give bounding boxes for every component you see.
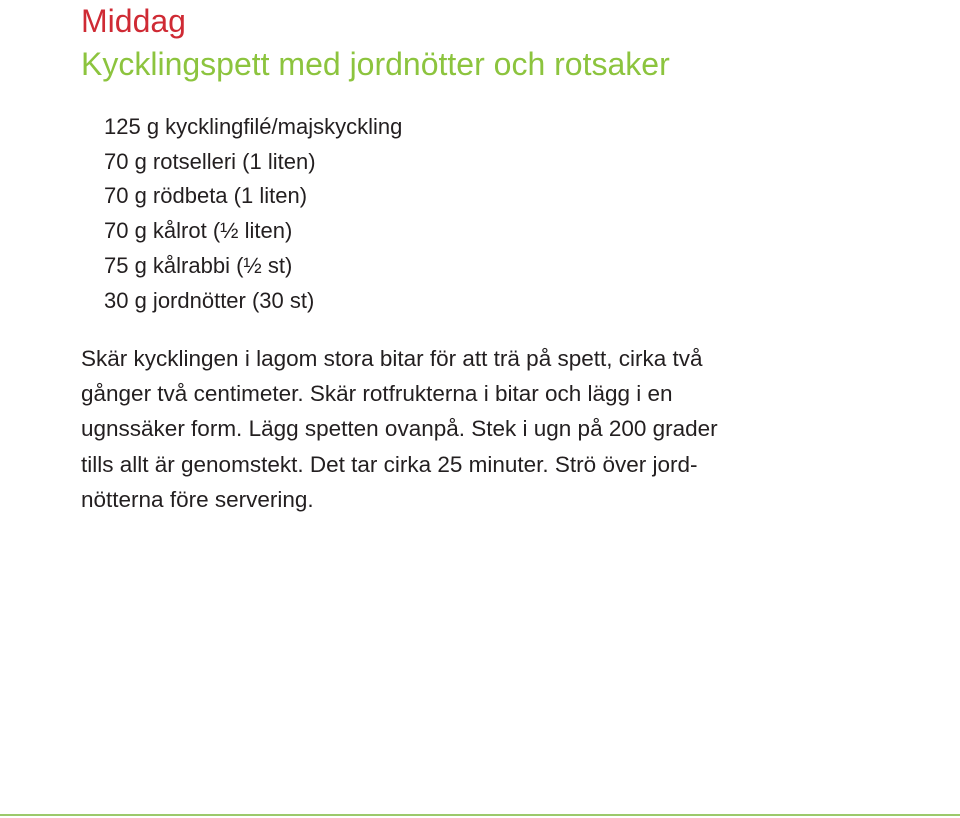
ingredient-item: 70 g kålrot (½ liten) (104, 218, 293, 244)
ingredient-item: 125 g kycklingfilé/majskyckling (104, 114, 403, 139)
ingredient-list (104, 110, 402, 318)
ingredient-item: 70 g rotselleri (1 liten) (104, 148, 316, 174)
instruction-line: nötterna före servering. (81, 486, 314, 512)
section-heading: Middag (81, 3, 186, 39)
instruction-line: gånger två centimeter. Skär rotfrukterna i bitar och lägg i en (81, 381, 673, 407)
instruction-line: tills allt är genomstekt. Det tar cirka 25 minuter. Strö över jord- (81, 451, 698, 477)
ingredient-item: 30 g jordnötter (30 st) (104, 287, 315, 313)
ingredient-item: 75 g kålrabbi (½ st) (104, 252, 293, 278)
instruction-line: ugnssäker form. Lägg spetten ovanpå. Stek i ugn på 200 grader (81, 416, 718, 442)
recipe-title: Kycklingspett med jordnötter och rotsaker (81, 46, 670, 82)
ingredient-item: 70 g rödbeta (1 liten) (104, 183, 308, 209)
instructions-paragraph (81, 341, 941, 517)
instruction-line: Skär kycklingen i lagom stora bitar för att trä på spett, cirka två (81, 346, 703, 371)
footer-divider (0, 814, 960, 816)
